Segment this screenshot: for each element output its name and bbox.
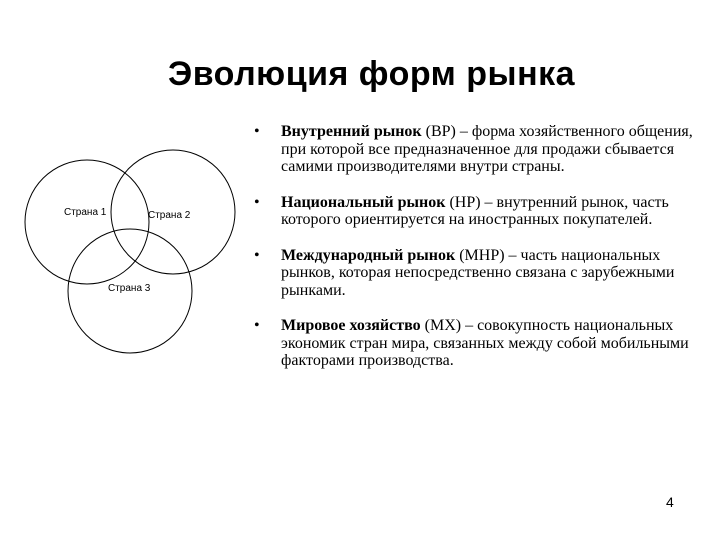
definition-text: (НР) – внутренний рынок, часть которого ориентируется на иностранных покупателей.: [281, 193, 669, 228]
definition-text: (МХ) – совокупность национальных экономик стран мира, связанных между собой мобильными факторами производства.: [281, 317, 689, 369]
definition-world-economy: [248, 317, 714, 370]
bullet-icon: •: [254, 123, 260, 140]
bullet-icon: •: [254, 317, 260, 334]
bullet-icon: •: [254, 246, 260, 264]
definition-text: (МНР) – часть национальных рынков, которая непосредственно связана с зарубежными рынками.: [281, 246, 675, 299]
definition-text: (ВР) – форма хозяйственного общения, при которой все предназначенное для продажи сбывается самими производителями внутри страны.: [281, 123, 693, 175]
definitions-list: [248, 123, 714, 388]
definition-term: Внутренний рынок: [281, 123, 422, 140]
venn-label-country-1: Страна 1: [64, 207, 107, 218]
definition-term: Международный рынок: [281, 246, 456, 264]
definition-term: Мировое хозяйство: [281, 317, 421, 334]
definition-international-market: [248, 247, 714, 300]
venn-diagram: [0, 140, 260, 380]
definition-internal-market: [248, 123, 714, 176]
venn-label-country-3: Страна 3: [108, 283, 151, 294]
slide-title: Эволюция форм рынка: [168, 55, 576, 93]
venn-label-country-2: Страна 2: [148, 210, 191, 221]
venn-circle-country-1: [25, 160, 149, 284]
bullet-icon: •: [254, 193, 260, 211]
definition-term: Национальный рынок: [281, 193, 446, 211]
definition-national-market: [248, 194, 714, 229]
page-number: 4: [666, 494, 674, 510]
